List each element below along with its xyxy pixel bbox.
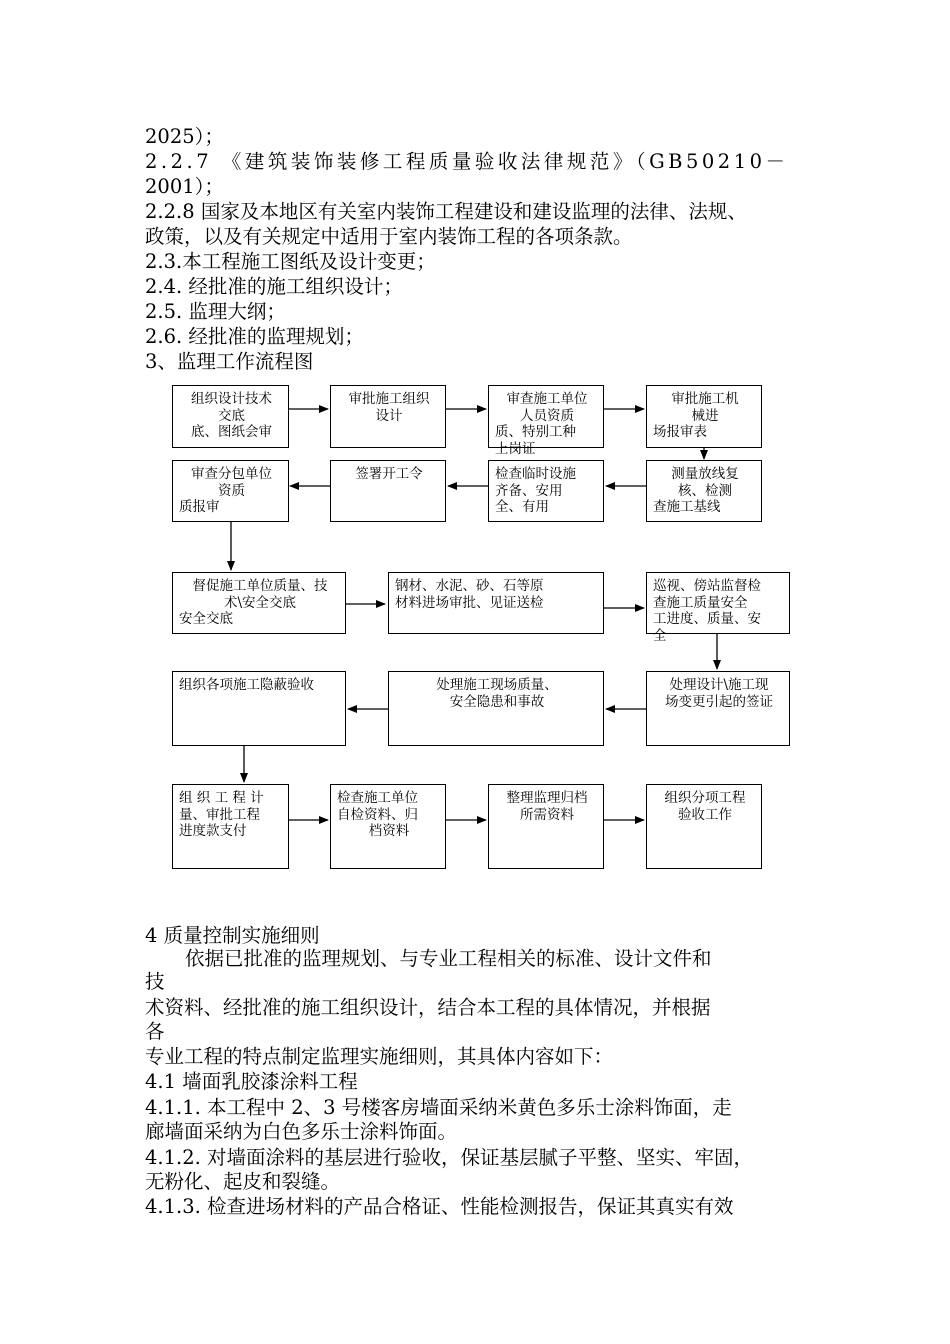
paragraph-line: 技 — [145, 970, 165, 993]
text-line: 2.2.8 国家及本地区有关室内装饰工程建设和建设监理的法律、法规、 — [145, 200, 747, 223]
text-line: 政策，以及有关规定中适用于室内装饰工程的各项条款。 — [145, 225, 633, 248]
text-line: 2001）； — [145, 175, 224, 198]
flow-box-design-briefing: 组织设计技术 交底 底、图纸会审 — [172, 385, 289, 448]
paragraph-line: 依据已批准的监理规划、与专业工程相关的标准、设计文件和 — [185, 947, 712, 970]
flow-box-measurement-payment: 组 织 工 程 计 量、审批工程 进度款支付 — [172, 784, 289, 869]
flow-box-archive-docs: 整理监理归档 所需资料 — [488, 784, 604, 869]
text-line: 2.6. 经批准的监理规划； — [145, 325, 364, 348]
flow-box-concealed-acceptance: 组织各项施工隐蔽验收 — [172, 671, 346, 746]
paragraph-line: 4.1.3. 检查进场材料的产品合格证、性能检测报告，保证其真实有效 — [145, 1195, 734, 1218]
paragraph-line: 4.1.1. 本工程中 2、3 号楼客房墙面采纳米黄色多乐士涂料饰面，走 — [145, 1096, 732, 1119]
paragraph-line: 术资料、经批准的施工组织设计，结合本工程的具体情况，并根据 — [145, 996, 711, 1019]
flow-box-survey-check: 测量放线复 核、检测 查施工基线 — [646, 460, 762, 522]
flow-box-design-change-visa: 处理设计\施工现 场变更引起的签证 — [646, 671, 790, 746]
paragraph-line: 4.1.2. 对墙面涂料的基层进行验收，保证基层腻子平整、坚实、牢固， — [145, 1146, 754, 1169]
text-line: 2.5. 监理大纲； — [145, 300, 286, 323]
flow-box-inspection-patrol: 巡视、傍站监督检 查施工质量安全 工进度、质量、安 全 — [646, 572, 790, 634]
text-line: 2.2.7 《建筑装饰装修工程质量验收法律规范》（GB50210－ — [145, 150, 789, 173]
flow-box-review-personnel: 审查施工单位 人员资质 质、特别工种 上岗证 — [488, 385, 604, 448]
flow-box-handle-hazards: 处理施工现场质量、 安全隐患和事故 — [388, 671, 604, 746]
text-line: 2.3.本工程施工图纸及设计变更； — [145, 250, 436, 273]
paragraph-line: 无粉化、起皮和裂缝。 — [145, 1170, 341, 1193]
text-line: 2025）； — [145, 125, 224, 148]
flow-box-subcontractor-review: 审查分包单位 资质 质报审 — [172, 460, 289, 522]
flow-box-safety-briefing: 督促施工单位质量、技 术\安全交底 安全交底 — [172, 572, 346, 634]
flow-box-materials-approval: 钢材、水泥、砂、石等原 材料进场审批、见证送检 — [388, 572, 604, 634]
section-heading: 4 质量控制实施细则 — [145, 924, 320, 947]
subsection-heading: 4.1 墙面乳胶漆涂料工程 — [145, 1070, 358, 1093]
text-line: 2.4. 经批准的施工组织设计； — [145, 275, 403, 298]
flow-box-start-order: 签署开工令 — [330, 460, 446, 522]
flow-box-temp-facilities: 检查临时设施 齐备、安用 全、有用 — [488, 460, 604, 522]
flow-box-sub-item-acceptance: 组织分项工程 验收工作 — [646, 784, 762, 869]
paragraph-line: 各 — [145, 1020, 165, 1043]
flow-box-approve-machinery: 审批施工机 械进 场报审表 — [646, 385, 762, 448]
flow-box-approve-construction-org: 审批施工组织 设计 — [330, 385, 446, 448]
flow-box-self-check-docs: 检查施工单位 自检资料、归 档资料 — [330, 784, 446, 869]
paragraph-line: 专业工程的特点制定监理实施细则，其具体内容如下： — [145, 1045, 614, 1068]
paragraph-line: 廊墙面采纳为白色多乐士涂料饰面。 — [145, 1120, 458, 1143]
section-heading: 3、监理工作流程图 — [145, 350, 314, 373]
